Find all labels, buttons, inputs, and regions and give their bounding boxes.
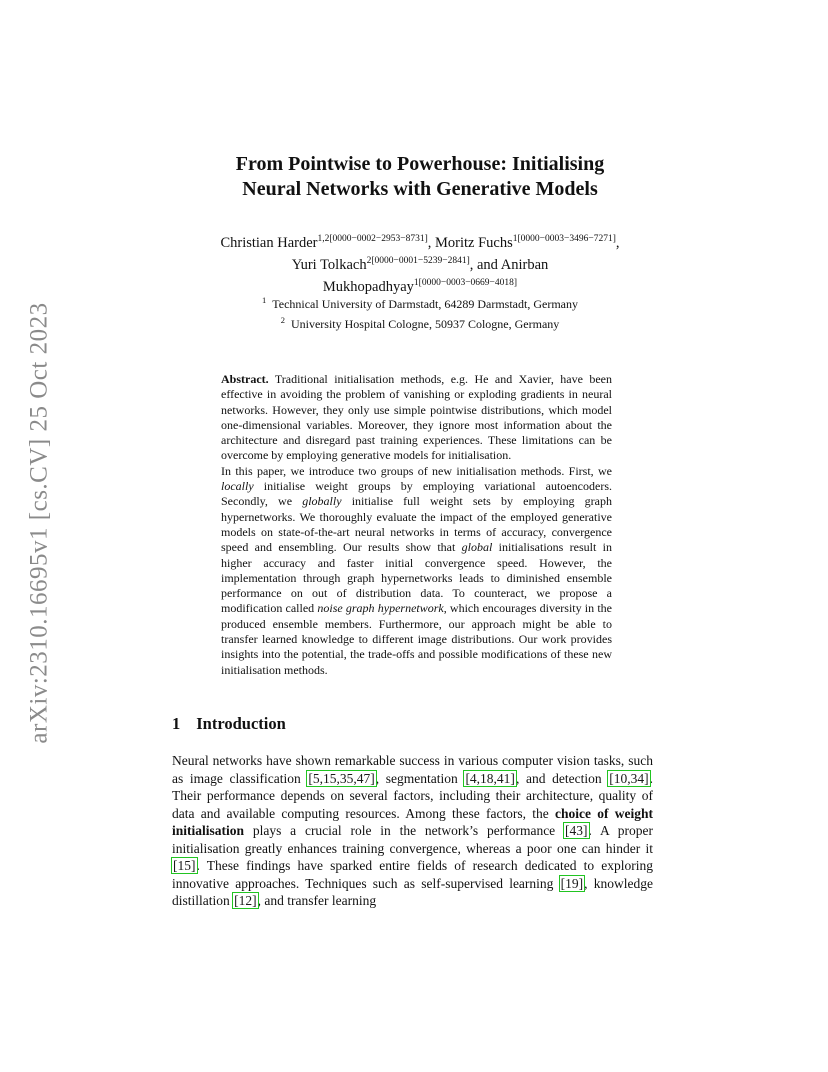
affiliations	[150, 292, 690, 332]
abstract-paragraph-2: In this paper, we introduce two groups of new initialisation methods. First, we locally initialise weight groups by employing variational autoencoders. Secondly, we globally initialise full weight sets by employing graph hypernetworks. We thoroughly evaluate the impact of the employed generative models on state-of-the-art neural networks in terms of accuracy, convergence speed and ensembling. Our results show that global initialisations result in higher accuracy and faster initial convergence speed. However, the implementation through graph hypernetworks leads to diminished ensemble performance on out of distribution data. To counteract, we propose a modification called noise graph hypernetwork, which encourages diversity in the produced ensemble members. Furthermore, our approach might be able to transfer learned knowledge to different image distributions. Our work provides insights into the potential, the trade-offs and possible modifications of these new initialisation methods.	[221, 463, 612, 677]
author-list	[150, 230, 690, 295]
author-name: Yuri Tolkach	[291, 256, 367, 273]
author-orcid: 1[0000−0003−0669−4018]	[413, 277, 518, 288]
author-line-2: Yuri Tolkach$^{2[0000-0001-5239-2841]}$, and Anirban	[291, 255, 549, 273]
section-title: Introduction	[196, 714, 286, 733]
affiliation-2: $^2$ University Hospital Cologne, 50937 Cologne, Germany	[280, 315, 560, 331]
emphasis-choice-of-weight-initialisation: choice of weight initialisation	[172, 805, 653, 838]
paper-title	[120, 152, 720, 202]
author-name: Christian Harder	[220, 234, 318, 251]
author-name: Moritz Fuchs	[435, 234, 513, 251]
introduction-paragraph: Neural networks have shown remarkable success in various computer vision tasks, such as image classification [5,15,35,47], segmentation [4,18,41], and detection [10,34]. Their performance depends on several factors, including their architecture, quality of data and available computing resources. Among these factors, the choice of weight initialisation plays a crucial role in the network’s performance [43]. A proper initialisation greatly enhances training convergence, whereas a poor one can hinder it [15]. These findings have sparked entire fields of research dedicated to exploring innovative approaches. Techniques such as self-supervised learning [19], knowledge distillation [12], and transfer learning	[172, 753, 653, 908]
citation-link[interactable]: [10,34]	[609, 770, 649, 786]
citation-link[interactable]: [12]	[234, 893, 257, 908]
citation-link[interactable]: [19]	[560, 875, 584, 891]
title-line-1: From Pointwise to Powerhouse: Initialising	[235, 153, 605, 175]
arxiv-id-text: arXiv:2310.16695v1 [cs.CV] 25 Oct 2023	[26, 302, 54, 744]
section-number: 1	[172, 714, 181, 733]
citation-link[interactable]: [15]	[173, 858, 196, 873]
abstract-paragraph-1: Abstract. Traditional initialisation methods, e.g. He and Xavier, have been effective in avoiding the problem of vanishing or exploding gradients in neural networks. However, they only use simple pointwise distributions, which model one-dimensional variables. Moreover, they ignore most information about the architecture and disregard past training experiences. These limitations can be overcome by employing generative models for initialisation.	[221, 372, 612, 463]
citation-link[interactable]: [5,15,35,47]	[308, 770, 375, 786]
section-heading-introduction	[172, 714, 286, 734]
abstract-label: Abstract.	[221, 372, 269, 386]
title-line-2: Neural Networks with Generative Models	[242, 178, 598, 200]
author-name: Mukhopadhyay	[322, 278, 414, 295]
abstract	[221, 372, 612, 678]
author-orcid: 2[0000−0001−5239−2841]	[366, 255, 470, 266]
citation-link[interactable]: [43]	[565, 823, 588, 838]
citation-link[interactable]: [4,18,41]	[465, 770, 515, 786]
arxiv-identifier-stamp	[20, 288, 60, 758]
author-orcid: 1[0000−0003−3496−7271]	[512, 234, 616, 244]
author-orcid: 1,2[0000−0002−2953−8731]	[317, 234, 428, 244]
affiliation-1: $^1$ Technical University of Darmstadt, 64289 Darmstadt, Germany	[262, 295, 578, 311]
author-line-1: Christian Harder$^{1,2[0000-0002-2953-8731]}$, Moritz Fuchs$^{1[0000-0003-3496-7271]}$,	[220, 234, 620, 251]
